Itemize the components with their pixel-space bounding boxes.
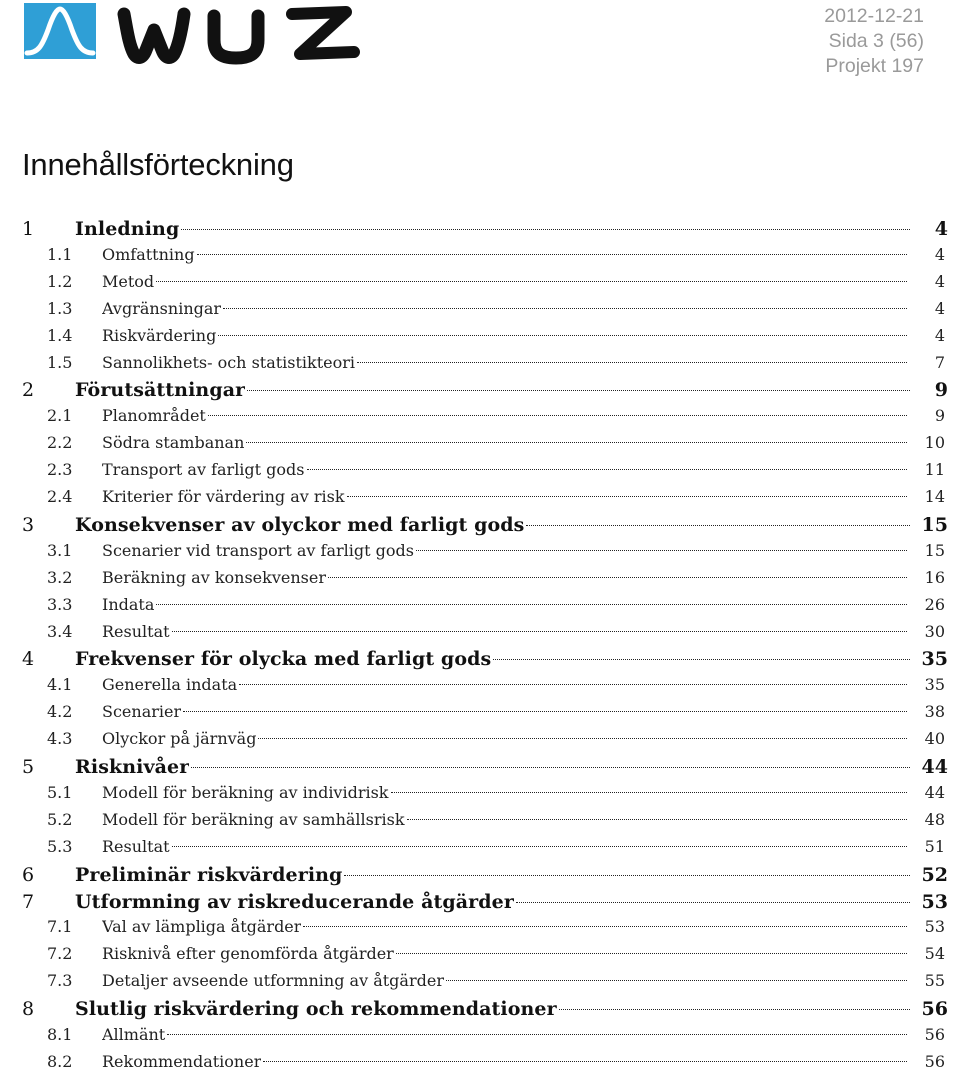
toc-entry-title[interactable]: Indata — [102, 594, 155, 614]
toc-entry-page: 16 — [924, 567, 945, 587]
toc-section-entry[interactable] — [0, 837, 960, 856]
toc-entry-page: 4 — [934, 325, 945, 345]
toc-dot-leader — [172, 631, 907, 632]
toc-entry-title[interactable]: Allmänt — [102, 1025, 166, 1044]
toc-entry-title[interactable]: Detaljer avseende utformning av åtgärder — [102, 971, 444, 991]
toc-dot-leader — [263, 1061, 907, 1062]
toc-entry-title[interactable]: Planområdet — [102, 406, 206, 426]
toc-dot-leader — [328, 577, 907, 578]
toc-entry-page: 4 — [934, 244, 945, 264]
toc-entry-title[interactable]: Transport av farligt gods — [102, 460, 305, 480]
toc-entry-page: 10 — [924, 433, 945, 453]
toc-section-entry[interactable] — [0, 622, 960, 641]
toc-entry-title[interactable]: Risknivå efter genomförda åtgärder — [102, 944, 394, 964]
toc-dot-leader — [526, 525, 910, 526]
toc-chapter-entry[interactable] — [0, 998, 960, 1020]
toc-entry-title[interactable]: Utformning av riskreducerande åtgärder — [75, 890, 514, 913]
toc-entry-page: 35 — [924, 675, 945, 695]
toc-entry-number: 2.2 — [47, 433, 73, 453]
toc-entry-page: 44 — [921, 756, 948, 778]
toc-entry-title[interactable]: Modell för beräkning av individrisk — [102, 782, 389, 802]
toc-dot-leader — [416, 550, 907, 551]
toc-entry-title[interactable]: Olyckor på järnväg — [102, 729, 257, 749]
toc-entry-title[interactable]: Rekommendationer — [102, 1051, 262, 1071]
toc-entry-page: 56 — [921, 998, 948, 1021]
toc-section-entry[interactable] — [0, 568, 960, 587]
toc-section-entry[interactable] — [0, 1025, 960, 1044]
toc-section-entry[interactable] — [0, 783, 960, 802]
toc-entry-page: 35 — [921, 648, 948, 671]
toc-entry-number: 1.1 — [47, 244, 73, 264]
toc-entry-title[interactable]: Scenarier vid transport av farligt gods — [102, 540, 414, 560]
toc-entry-title[interactable]: Scenarier — [102, 702, 182, 722]
toc-section-entry[interactable] — [0, 595, 960, 614]
toc-dot-leader — [516, 902, 910, 903]
toc-entry-title[interactable]: Risknivåer — [75, 756, 190, 778]
toc-entry-page: 38 — [924, 702, 945, 722]
toc-entry-number: 2 — [22, 379, 35, 402]
toc-section-entry[interactable] — [0, 971, 960, 990]
toc-section-entry[interactable] — [0, 675, 960, 694]
toc-entry-number: 5 — [22, 756, 35, 778]
toc-entry-title[interactable]: Förutsättningar — [75, 379, 246, 402]
toc-entry-title[interactable]: Beräkning av konsekvenser — [102, 567, 326, 587]
toc-dot-leader — [344, 875, 910, 876]
toc-entry-number: 7.2 — [47, 944, 73, 964]
toc-entry-page: 44 — [924, 782, 945, 802]
toc-dot-leader — [559, 1009, 910, 1010]
toc-chapter-entry[interactable] — [0, 648, 960, 670]
toc-entry-number: 5.3 — [47, 836, 73, 856]
toc-entry-page: 52 — [921, 863, 948, 886]
toc-entry-number: 8.2 — [47, 1051, 73, 1071]
toc-entry-page: 9 — [934, 406, 945, 426]
toc-section-entry[interactable] — [0, 944, 960, 963]
toc-dot-leader — [191, 767, 910, 768]
toc-entry-number: 8 — [22, 998, 35, 1021]
toc-entry-number: 7.3 — [47, 971, 73, 991]
toc-entry-page: 7 — [934, 352, 945, 372]
toc-section-entry[interactable] — [0, 810, 960, 829]
toc-entry-page: 15 — [921, 513, 948, 536]
toc-entry-number: 6 — [22, 863, 35, 886]
toc-entry-page: 4 — [934, 271, 945, 291]
toc-entry-number: 5.2 — [47, 809, 73, 829]
toc-dot-leader — [167, 1034, 907, 1035]
toc-entry-number: 1.5 — [47, 352, 73, 372]
toc-entry-number: 3.4 — [47, 621, 73, 641]
toc-dot-leader — [303, 926, 907, 927]
toc-dot-leader — [172, 846, 907, 847]
toc-entry-page: 30 — [924, 621, 945, 641]
toc-entry-number: 3.1 — [47, 540, 73, 560]
toc-section-entry[interactable] — [0, 326, 960, 345]
toc-entry-number: 4.2 — [47, 702, 73, 722]
toc-chapter-entry[interactable] — [0, 891, 960, 913]
toc-entry-title[interactable]: Preliminär riskvärdering — [75, 863, 343, 886]
toc-entry-page: 54 — [924, 944, 945, 964]
toc-dot-leader — [446, 980, 907, 981]
toc-section-entry[interactable] — [0, 353, 960, 372]
toc-entry-number: 2.1 — [47, 406, 73, 426]
toc-dot-leader — [239, 684, 907, 685]
toc-entry-title[interactable]: Konsekvenser av olyckor med farligt gods — [75, 513, 525, 536]
toc-dot-leader — [307, 469, 907, 470]
toc-entry-number: 2.3 — [47, 460, 73, 480]
page-number: Sida 3 (56) — [828, 30, 924, 52]
toc-entry-page: 53 — [921, 890, 948, 913]
document-date: 2012-12-21 — [824, 5, 924, 27]
toc-dot-leader — [357, 362, 907, 363]
toc-chapter-entry[interactable] — [0, 864, 960, 886]
toc-entry-number: 4 — [22, 648, 35, 671]
toc-dot-leader — [407, 819, 907, 820]
toc-entry-number: 4.1 — [47, 675, 73, 695]
toc-entry-page: 4 — [934, 218, 948, 240]
toc-entry-page: 4 — [934, 298, 945, 318]
toc-entry-title[interactable]: Inledning — [75, 218, 180, 240]
document-meta — [824, 4, 924, 79]
toc-entry-page: 40 — [924, 729, 945, 749]
toc-dot-leader — [181, 229, 910, 230]
toc-entry-title[interactable]: Resultat — [102, 621, 170, 641]
toc-dot-leader — [183, 711, 907, 712]
toc-entry-page: 56 — [924, 1025, 945, 1044]
toc-entry-page: 11 — [924, 460, 945, 480]
toc-entry-page: 56 — [924, 1051, 945, 1071]
toc-section-entry[interactable] — [0, 460, 960, 479]
project-name: Projekt 197 — [825, 55, 924, 77]
toc-entry-number: 3 — [22, 513, 35, 536]
toc-entry-title[interactable]: Sannolikhets- och statistikteori — [102, 352, 356, 372]
toc-entry-number: 1.2 — [47, 271, 73, 291]
toc-dot-leader — [156, 281, 907, 282]
toc-entry-title[interactable]: Riskvärdering — [102, 325, 217, 345]
toc-entry-title[interactable]: Metod — [102, 271, 155, 291]
toc-section-entry[interactable] — [0, 917, 960, 936]
toc-entry-title[interactable]: Slutlig riskvärdering och rekommendationer — [75, 998, 557, 1021]
toc-entry-page: 9 — [934, 379, 948, 402]
toc-dot-leader — [247, 390, 910, 391]
toc-dot-leader — [396, 953, 907, 954]
toc-entry-number: 8.1 — [47, 1025, 73, 1044]
toc-section-entry[interactable] — [0, 433, 960, 452]
page-header — [0, 0, 960, 80]
toc-dot-leader — [258, 738, 907, 739]
toc-entry-number: 1.4 — [47, 325, 73, 345]
toc-entry-number: 5.1 — [47, 782, 73, 802]
toc-chapter-entry[interactable] — [0, 379, 960, 401]
toc-dot-leader — [391, 792, 908, 793]
toc-entry-page: 15 — [924, 540, 945, 560]
toc-chapter-entry[interactable] — [0, 756, 960, 778]
toc-entry-number: 7.1 — [47, 917, 73, 937]
toc-dot-leader — [493, 659, 910, 660]
toc-entry-title[interactable]: Omfattning — [102, 244, 195, 264]
toc-entry-title[interactable]: Resultat — [102, 836, 170, 856]
toc-entry-page: 26 — [924, 594, 945, 614]
toc-chapter-entry[interactable] — [0, 514, 960, 536]
toc-section-entry[interactable] — [0, 541, 960, 560]
toc-entry-number: 4.3 — [47, 729, 73, 749]
toc-dot-leader — [347, 496, 907, 497]
toc-entry-title[interactable]: Val av lämpliga åtgärder — [102, 917, 302, 937]
toc-dot-leader — [246, 442, 907, 443]
toc-entry-title[interactable]: Kriterier för värdering av risk — [102, 487, 345, 506]
toc-dot-leader — [156, 604, 907, 605]
toc-entry-page: 14 — [924, 487, 945, 506]
toc-section-entry[interactable] — [0, 406, 960, 425]
toc-section-entry[interactable] — [0, 272, 960, 291]
toc-entry-number: 1 — [22, 218, 35, 240]
toc-dot-leader — [208, 415, 907, 416]
toc-entry-title[interactable]: Modell för beräkning av samhällsrisk — [102, 809, 405, 829]
toc-chapter-entry[interactable] — [0, 218, 960, 240]
toc-entry-title[interactable]: Generella indata — [102, 675, 238, 695]
toc-entry-number: 1.3 — [47, 298, 73, 318]
toc-section-entry[interactable] — [0, 487, 960, 506]
toc-section-entry[interactable] — [0, 245, 960, 264]
toc-entry-page: 48 — [924, 809, 945, 829]
toc-dot-leader — [197, 254, 907, 255]
toc-entry-number: 7 — [22, 890, 35, 913]
toc-entry-number: 2.4 — [47, 487, 73, 506]
toc-dot-leader — [218, 335, 907, 336]
toc-section-entry[interactable] — [0, 729, 960, 748]
toc-entry-page: 55 — [924, 971, 945, 991]
toc-entry-number: 3.3 — [47, 594, 73, 614]
toc-entry-title[interactable]: Avgränsningar — [102, 298, 222, 318]
toc-entry-title[interactable]: Södra stambanan — [102, 433, 245, 453]
toc-section-entry[interactable] — [0, 299, 960, 318]
toc-entry-page: 53 — [924, 917, 945, 937]
wuz-logo — [24, 0, 364, 70]
toc-entry-number: 3.2 — [47, 567, 73, 587]
toc-section-entry[interactable] — [0, 1052, 960, 1071]
toc-section-entry[interactable] — [0, 702, 960, 721]
toc-heading: Innehållsförteckning — [22, 147, 294, 182]
toc-entry-page: 51 — [924, 836, 945, 856]
toc-dot-leader — [223, 308, 907, 309]
toc-entry-title[interactable]: Frekvenser för olycka med farligt gods — [75, 648, 492, 671]
